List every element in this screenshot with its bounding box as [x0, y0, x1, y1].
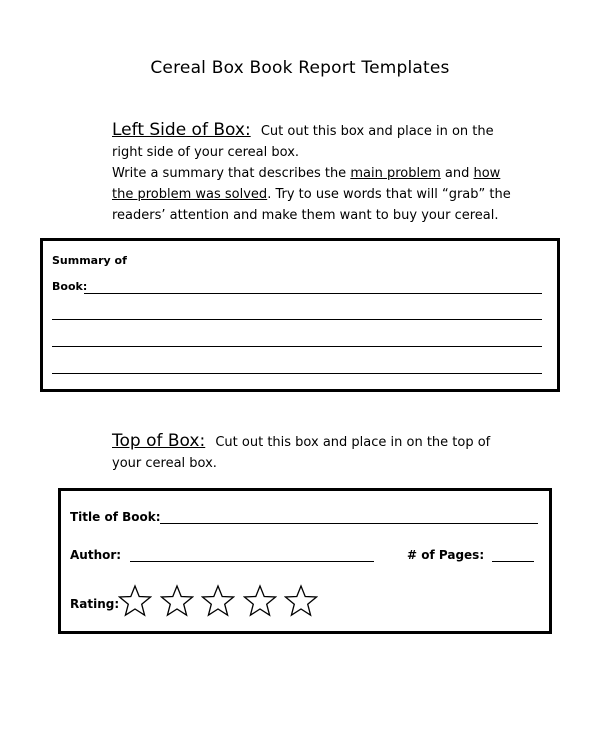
- how-text: how: [473, 166, 501, 181]
- title-of-book-label: Title of Book:: [70, 510, 161, 524]
- left-side-readers-line: readers’ attention and make them want to buy your cereal.: [112, 208, 499, 223]
- left-side-summary-instruction: [112, 163, 532, 184]
- summary-line-3[interactable]: [52, 346, 542, 347]
- summary-label: Summary of: [52, 254, 127, 267]
- rating-star-4-icon[interactable]: [243, 584, 277, 618]
- and-text: and: [444, 166, 470, 181]
- title-of-book-line[interactable]: [160, 523, 538, 524]
- top-side-instructions: [112, 431, 532, 474]
- problem-solved-text: the problem was solved: [112, 187, 268, 202]
- left-side-instruction-2: right side of your cereal box.: [112, 145, 300, 160]
- summary-line-1[interactable]: [84, 293, 542, 294]
- left-side-instruction-1: Cut out this box and place in on the: [260, 124, 494, 139]
- rating-star-5-icon[interactable]: [284, 584, 318, 618]
- author-line[interactable]: [130, 561, 374, 562]
- author-label: Author:: [70, 548, 122, 562]
- pages-line[interactable]: [492, 561, 534, 562]
- write-summary-text: Write a summary that describes the: [112, 166, 347, 181]
- rating-star-1-icon[interactable]: [118, 584, 152, 618]
- rating-star-3-icon[interactable]: [201, 584, 235, 618]
- summary-line-2[interactable]: [52, 319, 542, 320]
- top-side-instruction-1: Cut out this box and place in on the top of: [215, 435, 491, 450]
- rating-star-2-icon[interactable]: [160, 584, 194, 618]
- left-side-heading: Left Side of Box:: [112, 120, 251, 140]
- left-side-try-line: [112, 184, 532, 205]
- book-label: Book:: [52, 280, 88, 293]
- try-words-text: . Try to use words that will “grab” the: [267, 187, 511, 202]
- rating-label: Rating:: [70, 597, 120, 611]
- summary-line-4[interactable]: [52, 373, 542, 374]
- top-side-heading: Top of Box:: [112, 431, 206, 451]
- pages-label: # of Pages:: [407, 548, 485, 562]
- document-title: Cereal Box Book Report Templates: [150, 58, 450, 78]
- top-side-instruction-2: your cereal box.: [112, 456, 217, 471]
- left-side-instructions: [112, 120, 532, 226]
- main-problem-text: main problem: [350, 166, 441, 181]
